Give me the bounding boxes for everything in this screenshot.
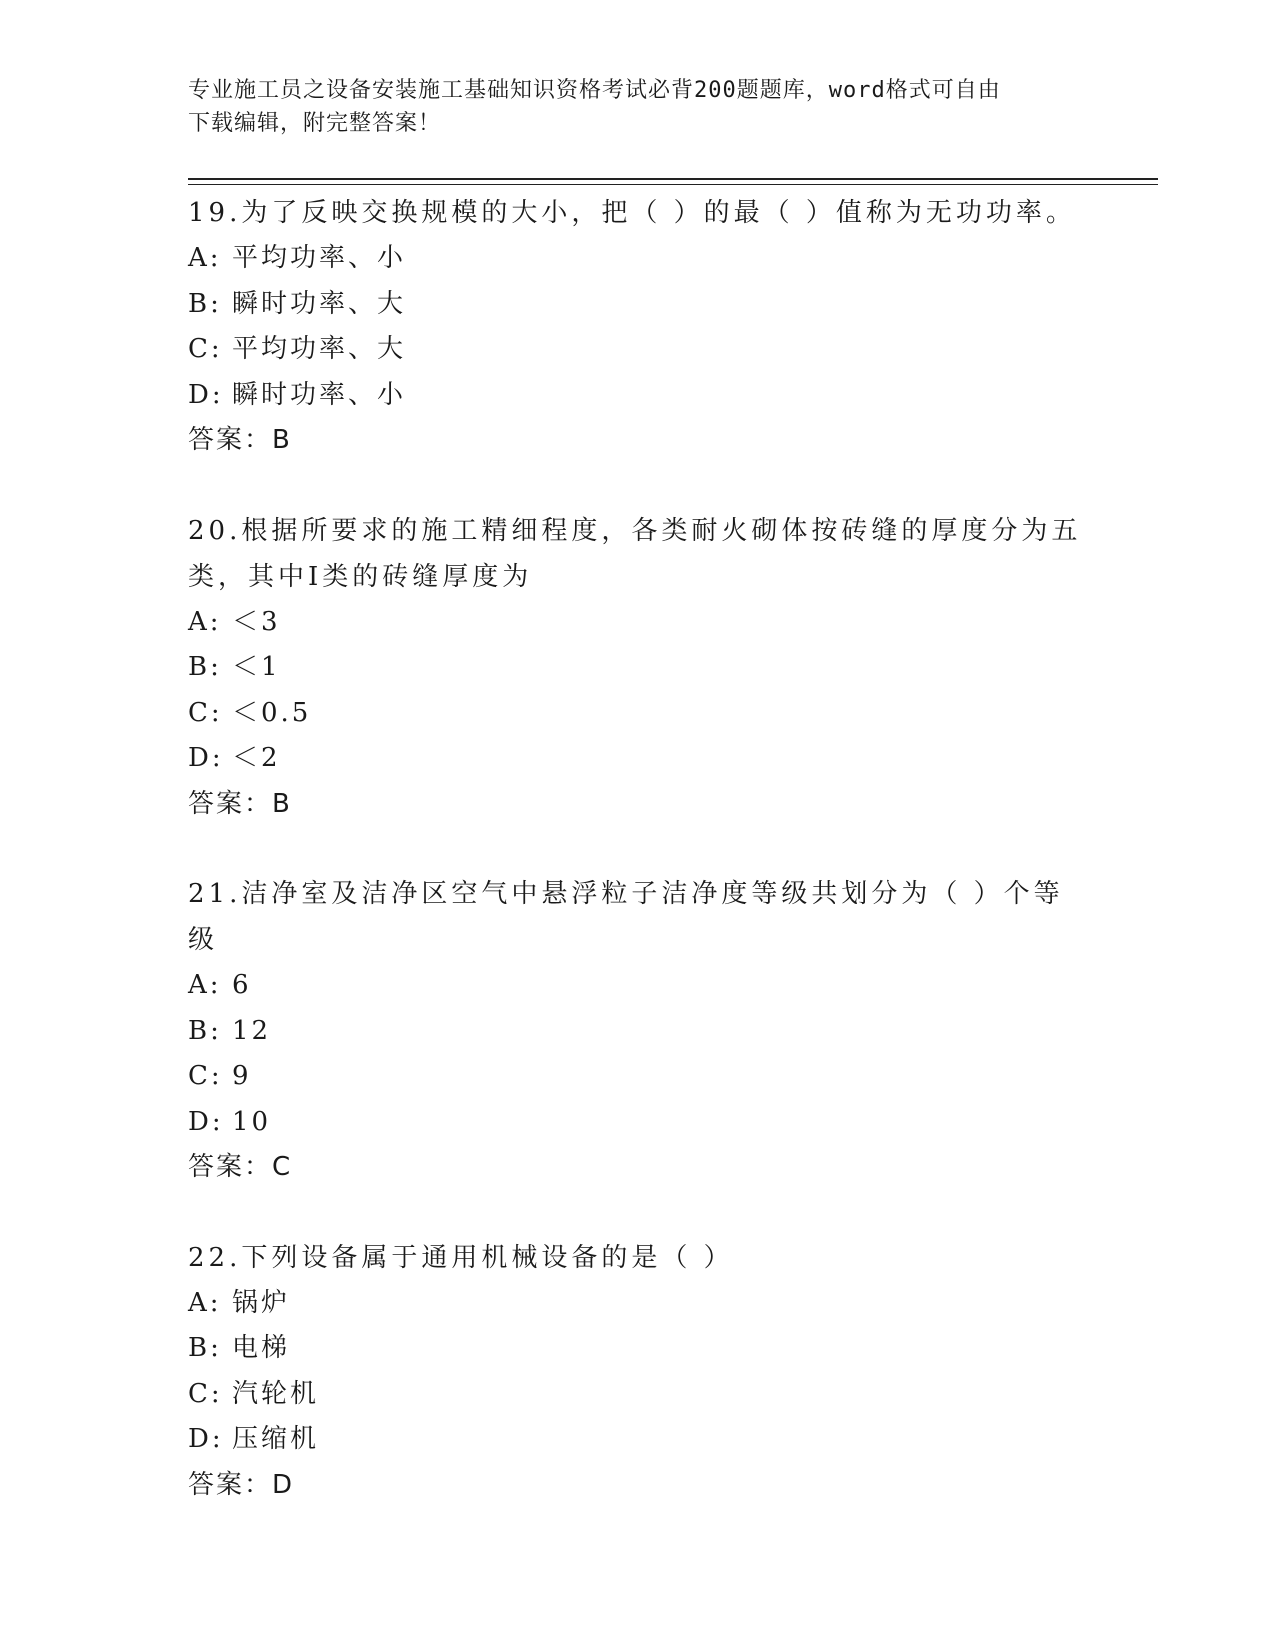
option-letter: A:: [188, 606, 222, 637]
option-text: 汽轮机: [232, 1378, 320, 1409]
option-b: [188, 1326, 1088, 1372]
option-text: 6: [232, 970, 252, 1000]
option-letter: D:: [188, 379, 224, 410]
header-divider-thin: [188, 184, 1158, 185]
option-text: ＜0.5: [232, 697, 312, 728]
option-letter: C:: [188, 334, 223, 364]
option-c: [188, 1054, 1088, 1100]
option-text: 9: [232, 1061, 252, 1091]
option-text: 平均功率、大: [232, 334, 407, 364]
option-c: [188, 691, 1088, 737]
option-a: [188, 1281, 1088, 1327]
option-text: 锅炉: [232, 1287, 291, 1318]
answer-line: 答案：B: [188, 788, 292, 819]
document-header: [188, 74, 1088, 140]
option-letter: B:: [188, 1333, 222, 1363]
header-line-1: 专业施工员之设备安装施工基础知识资格考试必背200题题库，word格式可自由: [188, 78, 1001, 103]
question-19: [188, 190, 1088, 464]
option-letter: C:: [188, 697, 223, 728]
answer-line: 答案：C: [188, 1152, 293, 1182]
question-21: [188, 871, 1088, 1191]
question-22: [188, 1235, 1088, 1509]
question-text: 21.洁净室及洁净区空气中悬浮粒子洁净度等级共划分为（ ）个等级: [188, 879, 1064, 955]
option-text: 10: [232, 1106, 272, 1137]
option-b: [188, 282, 1088, 328]
option-d: [188, 1417, 1088, 1463]
option-d: [188, 373, 1088, 419]
option-letter: B:: [188, 652, 222, 682]
option-text: 压缩机: [232, 1424, 320, 1454]
question-text: 19.为了反映交换规模的大小，把（ ）的最（ ）值称为无功功率。: [188, 198, 1076, 228]
option-letter: C:: [188, 1378, 223, 1409]
option-letter: C:: [188, 1061, 223, 1091]
answer-line: 答案：D: [188, 1469, 295, 1500]
question-list: [188, 190, 1088, 1552]
option-text: 平均功率、小: [232, 243, 407, 273]
option-letter: D:: [188, 1106, 224, 1137]
option-letter: B:: [188, 288, 222, 319]
answer-line: 答案：B: [188, 425, 292, 455]
header-line-2: 下载编辑，附完整答案！: [188, 111, 442, 136]
option-text: 12: [232, 1015, 272, 1046]
option-c: [188, 1372, 1088, 1418]
option-b: [188, 645, 1088, 691]
option-letter: A:: [188, 970, 222, 1000]
option-letter: A:: [188, 1287, 222, 1318]
option-text: 瞬时功率、大: [232, 288, 407, 319]
header-divider: [188, 178, 1158, 180]
option-a: [188, 963, 1088, 1009]
option-text: 瞬时功率、小: [232, 379, 407, 410]
option-a: [188, 236, 1088, 282]
option-d: [188, 736, 1088, 782]
option-b: [188, 1009, 1088, 1055]
question-20: [188, 508, 1088, 828]
question-text: 22.下列设备属于通用机械设备的是（ ）: [188, 1242, 734, 1273]
question-text: 20.根据所要求的施工精细程度，各类耐火砌体按砖缝的厚度分为五类，其中Ⅰ类的砖缝厚度为: [188, 515, 1082, 592]
option-d: [188, 1100, 1088, 1146]
option-c: [188, 327, 1088, 373]
option-text: 电梯: [232, 1333, 291, 1363]
option-text: ＜1: [232, 652, 281, 682]
option-text: ＜2: [232, 743, 281, 773]
option-text: ＜3: [232, 606, 281, 637]
option-letter: B:: [188, 1015, 222, 1046]
option-letter: A:: [188, 243, 222, 273]
option-a: [188, 600, 1088, 646]
option-letter: D:: [188, 1424, 224, 1454]
option-letter: D:: [188, 743, 224, 773]
